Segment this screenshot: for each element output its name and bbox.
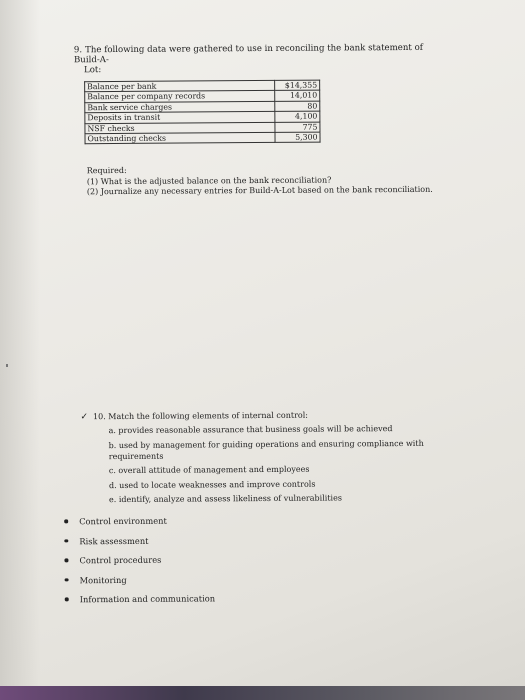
choice-label: Control environment <box>79 515 167 527</box>
question-9-number: 9. <box>73 45 83 56</box>
row-label: NSF checks <box>85 122 275 134</box>
question-10 <box>80 409 461 509</box>
row-amount: 775 <box>275 122 320 133</box>
question-9-text-line2: Lot: <box>84 65 102 76</box>
description-list <box>109 423 462 505</box>
row-amount: 80 <box>275 101 320 112</box>
bullet-icon <box>64 558 68 562</box>
list-item <box>64 553 324 574</box>
row-label: Outstanding checks <box>85 132 275 144</box>
description-item: a. provides reasonable assurance that business goals will be achieved <box>108 424 393 436</box>
bullet-icon <box>64 539 68 543</box>
list-item <box>65 572 325 593</box>
list-item <box>65 592 325 613</box>
table-row <box>85 132 320 144</box>
row-label: Deposits in transit <box>85 112 275 124</box>
description-item: b. used by management for guiding operations and ensuring compliance with requirements <box>108 438 424 461</box>
description-item: e. identify, analyze and assess likeliness of vulnerabilities <box>109 493 342 505</box>
required-item-2: (2) Journalize any necessary entries for Build-A-Lot based on the bank reconciliation. <box>86 184 433 197</box>
description-item: c. overall attitude of management and employees <box>108 464 310 476</box>
row-label: Bank service charges <box>85 101 275 113</box>
list-item <box>64 514 324 535</box>
choice-label: Monitoring <box>79 574 127 585</box>
bullet-icon <box>65 578 69 582</box>
row-amount: 5,300 <box>275 132 320 143</box>
question-9-text-line1: The following data were gathered to use in reconciling the bank statement of Build-A- <box>73 42 423 66</box>
row-amount: $14,355 <box>275 80 320 91</box>
row-label: Balance per bank <box>85 80 275 92</box>
bank-data-table <box>84 80 320 145</box>
list-item <box>64 533 324 554</box>
choice-label: Risk assessment <box>79 535 149 546</box>
row-amount: 4,100 <box>275 111 320 122</box>
check-mark-icon: ✓ <box>80 412 89 423</box>
choice-label: Information and communication <box>79 593 216 605</box>
element-choices-list <box>64 514 325 613</box>
question-10-heading: 10. Match the following elements of internal control: <box>92 410 308 422</box>
choice-label: Control procedures <box>79 554 162 566</box>
desk-edge <box>0 686 525 700</box>
required-item-1: (1) What is the adjusted balance on the bank reconciliation? <box>86 175 332 186</box>
description-item: d. used to locate weaknesses and improve controls <box>108 479 316 490</box>
question-9-prompt <box>74 43 434 76</box>
row-label: Balance per company records <box>85 91 275 103</box>
bullet-icon <box>65 597 69 601</box>
row-amount: 14,010 <box>275 90 320 101</box>
required-section <box>87 164 447 198</box>
required-heading: Required: <box>86 165 127 176</box>
bullet-icon <box>64 519 68 523</box>
